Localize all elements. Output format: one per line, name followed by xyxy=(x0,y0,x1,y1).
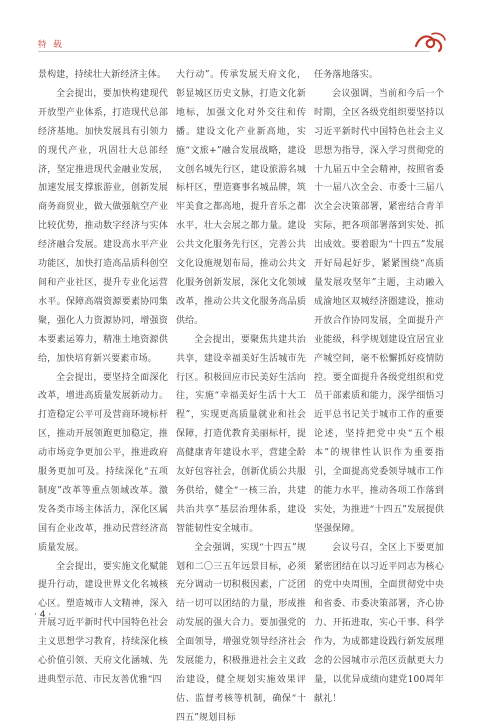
paragraph: 会议强调，当前和今后一个时期，全区各级党组织要坚持以习近平新时代中国特色社会主义思想为指导，深入学习贯彻党的十九届五中全会精神，按照省委十一届八次全会、市委十三届八次全会决策部署，紧密结合青羊实际，把各项部署落到实处、抓出成效。要着眼为“十四五”发展开好局起好步，紧紧围绕“高质量发展攻坚年”主题，主动融入成渝地区双城经济圈建设，推动开放合作协同发展，全面提升产业能级，科学规划建设宜居宜业产城空间，毫不松懈抓好疫情防控。要全面提升各级党组织和党员干部素质和能力，深学细悟习近平总书记关于城市工作的重要论述，坚持把党中央“五个根本”的规律性认识作为重要指引，全面提高党委领导城市工作的能力水平，推动各项工作落到实处，为推进“十四五”发展提供坚强保障。 xyxy=(314,88,444,534)
paragraph: 全会提出，要实施文化赋能提升行动，建设世界文化名城核心区。塑造城市人文精神，深入开展习近平新时代中国特色社会主义思想学习教育，持续深化核心价值引领、天府文化涵城、先进典型示范、市民友善优雅“四 xyxy=(38,561,168,685)
swirl-logo-icon xyxy=(412,30,448,54)
text-column-3 xyxy=(314,66,444,728)
paragraph: 全会提出，要聚焦共建共治共享，建设幸福美好生活城市先行区。积极回应市民美好生活向往，实施“幸福美好生活十大工程”，实现更高质量就业和社会保障，打造优教育美丽标杆，提高健康青年建设水平，营建全龄友好包容社会，创新优质公共服务供给，健全“一核三治，共建共治共享”基层治理体系，建设智能韧性安全城市。 xyxy=(176,334,306,534)
paragraph: 景构建，持续壮大新经济主体。 xyxy=(38,70,167,80)
text-column-1 xyxy=(38,66,168,728)
section-label: 特 载 xyxy=(38,40,64,50)
paragraph: 会议号召，全区上下要更加紧密团结在以习近平同志为核心的党中央周围，全面贯彻党中央和省委、市委决策部署，齐心协力、开拓进取，实心干事、科学作为，为成都建设践行新发展理念的公园城市示范区贡献更大力量，以优异成绩向建党100周年献礼！ xyxy=(314,542,444,704)
paragraph: 全会强调，实现“十四五”规划和二〇三五年远景目标，必须充分调动一切积极因素，广泛团结一切可以团结的力量，形成推动发展的强大合力。要加强党的全面领导，增强党领导经济社会发展能力，积极推进社会主义政治建设，健全规划实施效果评估、监督考核等机制，确保“十四五”规划目标 xyxy=(176,542,306,723)
page-number: · 4 · xyxy=(34,610,52,620)
paragraph: 大行动”。传承发展天府文化，彰显城区历史文脉，打造文化新地标，加强文化对外交往和传播。建设文化产业新高地，实施“文旅+”融合发展战略，建设文创名城先行区，建设旅游名城标杆区，塑造赛事名城品牌，筑牢美食之都高地，提升音乐之都水平，壮大会展之都力量。建设公共文化服务先行区，完善公共文化设施规划布局，推动公共文化服务创新发展，深化文化领域改革，推动公共文化服务高品质供给。 xyxy=(176,70,306,326)
article-body xyxy=(38,66,444,723)
header-rule xyxy=(38,51,430,52)
page-header xyxy=(0,0,480,60)
paragraph: 全会提出，要加快构建现代开放型产业体系，打造现代总部经济基地。加快发展具有引领力的现代产业，巩固壮大总部经济，坚定推进现代金融业发展，加速发展支撑旅游业，创新发展商务商贸业，做大做强航空产业比较优势，推动数字经济与实体经济融合发展。建设高水平产业功能区，加快打造高品质科创空间和产业社区，提升专业化运营水平。保障高端资源要素协同集聚，强化人力资源协同，增强资本要素运筹力，精准土地资源供给，加快培育新兴要素市场。 xyxy=(38,88,168,364)
paragraph: 任务落地落实。 xyxy=(314,70,379,80)
text-column-2 xyxy=(176,66,306,728)
paragraph: 全会提出，要坚持全面深化改革，增进高质量发展新动力。打造稳定公平可及营商环境标杆区，推动开展领跑更加稳定，推动市场竞争更加公平，推进政府服务更加可及。持续深化“五项制度”改革等重点领域改革。激发各类市场主体活力，深化区属国有企业改革，推动民营经济高质量发展。 xyxy=(38,372,168,553)
